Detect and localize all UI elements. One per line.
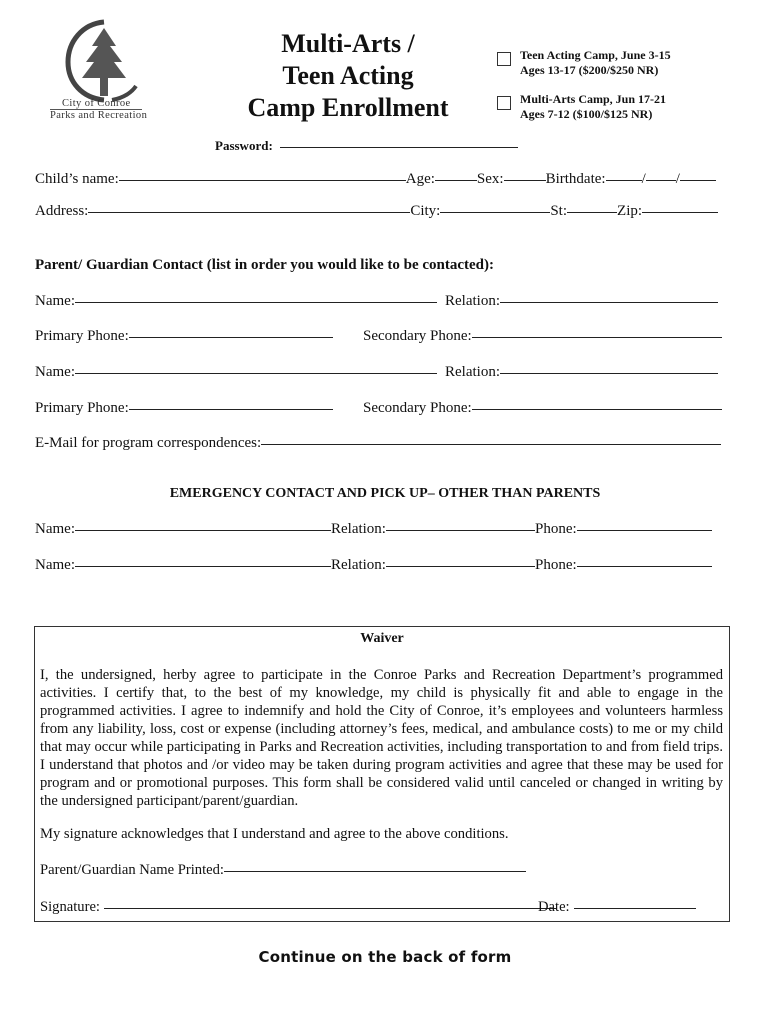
emergency-1-phone-field[interactable]	[577, 530, 712, 531]
child-name-label: Child’s name:	[35, 171, 119, 187]
birth-year-field[interactable]	[680, 180, 716, 181]
parent-1-name-field[interactable]	[75, 302, 437, 303]
parent-1-relation-row	[445, 293, 718, 310]
city-logo	[52, 16, 152, 104]
multi-arts-camp-option	[520, 92, 666, 122]
signature-field[interactable]	[104, 908, 556, 909]
title-line-3: Camp Enrollment	[247, 93, 449, 122]
email-row	[35, 435, 721, 452]
zip-label: Zip:	[617, 203, 643, 219]
emergency-relation-label: Relation:	[330, 557, 386, 573]
logo-department: Parks and Recreation	[50, 110, 148, 121]
emergency-1-relation-field[interactable]	[386, 530, 535, 531]
child-info-row	[35, 171, 716, 188]
form-title	[238, 28, 458, 124]
zip-field[interactable]	[642, 212, 718, 213]
password-field[interactable]	[280, 147, 518, 148]
password-label: Password:	[215, 138, 273, 153]
address-label: Address:	[35, 203, 89, 219]
parent-2-primary-phone-row	[35, 400, 333, 417]
parent-1-primary-phone-row	[35, 328, 333, 345]
secondary-phone-label: Secondary Phone:	[363, 400, 472, 416]
emergency-heading: EMERGENCY CONTACT AND PICK UP– OTHER THAN PARENTS	[169, 486, 601, 501]
emergency-phone-label: Phone:	[534, 521, 577, 537]
secondary-phone-label: Secondary Phone:	[363, 328, 472, 344]
emergency-2-name-field[interactable]	[75, 566, 331, 567]
parent-1-secondary-phone-row	[363, 328, 722, 345]
emergency-1-name-field[interactable]	[75, 530, 331, 531]
city-label: City:	[410, 203, 441, 219]
sex-field[interactable]	[504, 180, 546, 181]
printed-name-label: Parent/Guardian Name Printed:	[40, 862, 224, 878]
camp-name: Teen Acting Camp, June 3-15	[520, 48, 671, 62]
date-separator: /	[675, 171, 680, 187]
state-field[interactable]	[567, 212, 617, 213]
birth-day-field[interactable]	[646, 180, 676, 181]
parent-1-secondary-phone-field[interactable]	[472, 337, 722, 338]
teen-acting-camp-checkbox[interactable]	[497, 52, 511, 66]
waiver-text-block	[40, 666, 723, 810]
printed-name-row	[40, 862, 526, 879]
child-name-field[interactable]	[119, 180, 406, 181]
emergency-relation-label: Relation:	[330, 521, 386, 537]
parent-2-secondary-phone-row	[363, 400, 722, 417]
date-field[interactable]	[574, 908, 696, 909]
email-field[interactable]	[261, 444, 721, 445]
emergency-2-phone-field[interactable]	[577, 566, 712, 567]
emergency-2-row	[35, 557, 712, 574]
parent-relation-label: Relation:	[445, 364, 500, 380]
date-label: Date:	[538, 899, 570, 915]
date-separator: /	[641, 171, 646, 187]
age-field[interactable]	[435, 180, 477, 181]
parent-2-primary-phone-field[interactable]	[129, 409, 333, 410]
primary-phone-label: Primary Phone:	[35, 328, 129, 344]
address-row	[35, 203, 718, 220]
parent-2-name-field[interactable]	[75, 373, 437, 374]
emergency-1-row	[35, 521, 712, 538]
age-label: Age:	[405, 171, 435, 187]
date-row	[538, 899, 696, 916]
waiver-acknowledgement: My signature acknowledges that I understand and agree to the above conditions.	[40, 826, 509, 842]
parent-name-label: Name:	[35, 293, 75, 309]
state-label: St:	[550, 203, 568, 219]
password-row	[215, 138, 518, 154]
title-line-1: Multi-Arts /	[281, 29, 415, 58]
parent-relation-label: Relation:	[445, 293, 500, 309]
camp-detail: Ages 7-12 ($100/$125 NR)	[520, 107, 653, 121]
email-label: E-Mail for program correspondences:	[35, 435, 262, 451]
sex-label: Sex:	[476, 171, 504, 187]
parent-2-secondary-phone-field[interactable]	[472, 409, 722, 410]
teen-acting-camp-option	[520, 48, 671, 78]
emergency-name-label: Name:	[35, 521, 75, 537]
waiver-box	[34, 626, 730, 922]
city-field[interactable]	[440, 212, 550, 213]
parent-1-relation-field[interactable]	[500, 302, 718, 303]
waiver-text: I, the undersigned, herby agree to participate in the Conroe Parks and Recreation Department’s programmed activities. I certify that, to the best of my knowledge, my child is physically fit and able to engage in the programmed activities. I agree to indemnify and hold the City of Conroe, it’s employees and volunteers harmless from any liability, loss, cost or expense (including attorney’s fees, medical, and ambulance costs) to me or my child that may occur while participating in Parks and Recreation activities, including transportation to and from field trips. I understand that photos and /or video may be taken during program activities and agree that these may be used for program and or promotional purposes. This form shall be considered valid until canceled or changed in writing by the undersigned participant/parent/guardian.	[40, 667, 723, 809]
emergency-phone-label: Phone:	[534, 557, 577, 573]
parent-1-name-row	[35, 293, 437, 310]
birth-month-field[interactable]	[606, 180, 642, 181]
emergency-2-relation-field[interactable]	[386, 566, 535, 567]
waiver-heading: Waiver	[360, 631, 404, 646]
title-line-2: Teen Acting	[282, 61, 414, 90]
signature-row	[40, 899, 556, 916]
printed-name-field[interactable]	[224, 871, 526, 872]
continue-note: Continue on the back of form	[258, 948, 512, 966]
address-field[interactable]	[88, 212, 410, 213]
birthdate-label: Birthdate:	[545, 171, 606, 187]
primary-phone-label: Primary Phone:	[35, 400, 129, 416]
emergency-name-label: Name:	[35, 557, 75, 573]
multi-arts-camp-checkbox[interactable]	[497, 96, 511, 110]
camp-detail: Ages 13-17 ($200/$250 NR)	[520, 63, 659, 77]
parent-name-label: Name:	[35, 364, 75, 380]
signature-label: Signature:	[40, 899, 100, 915]
parent-2-name-row	[35, 364, 437, 381]
parent-2-relation-field[interactable]	[500, 373, 718, 374]
pine-tree-icon	[52, 16, 152, 104]
parent-2-relation-row	[445, 364, 718, 381]
parent-heading: Parent/ Guardian Contact (list in order you would like to be contacted):	[35, 257, 495, 273]
parent-1-primary-phone-field[interactable]	[129, 337, 333, 338]
camp-name: Multi-Arts Camp, Jun 17-21	[520, 92, 666, 106]
logo-city-name: City of Conroe	[62, 98, 131, 109]
